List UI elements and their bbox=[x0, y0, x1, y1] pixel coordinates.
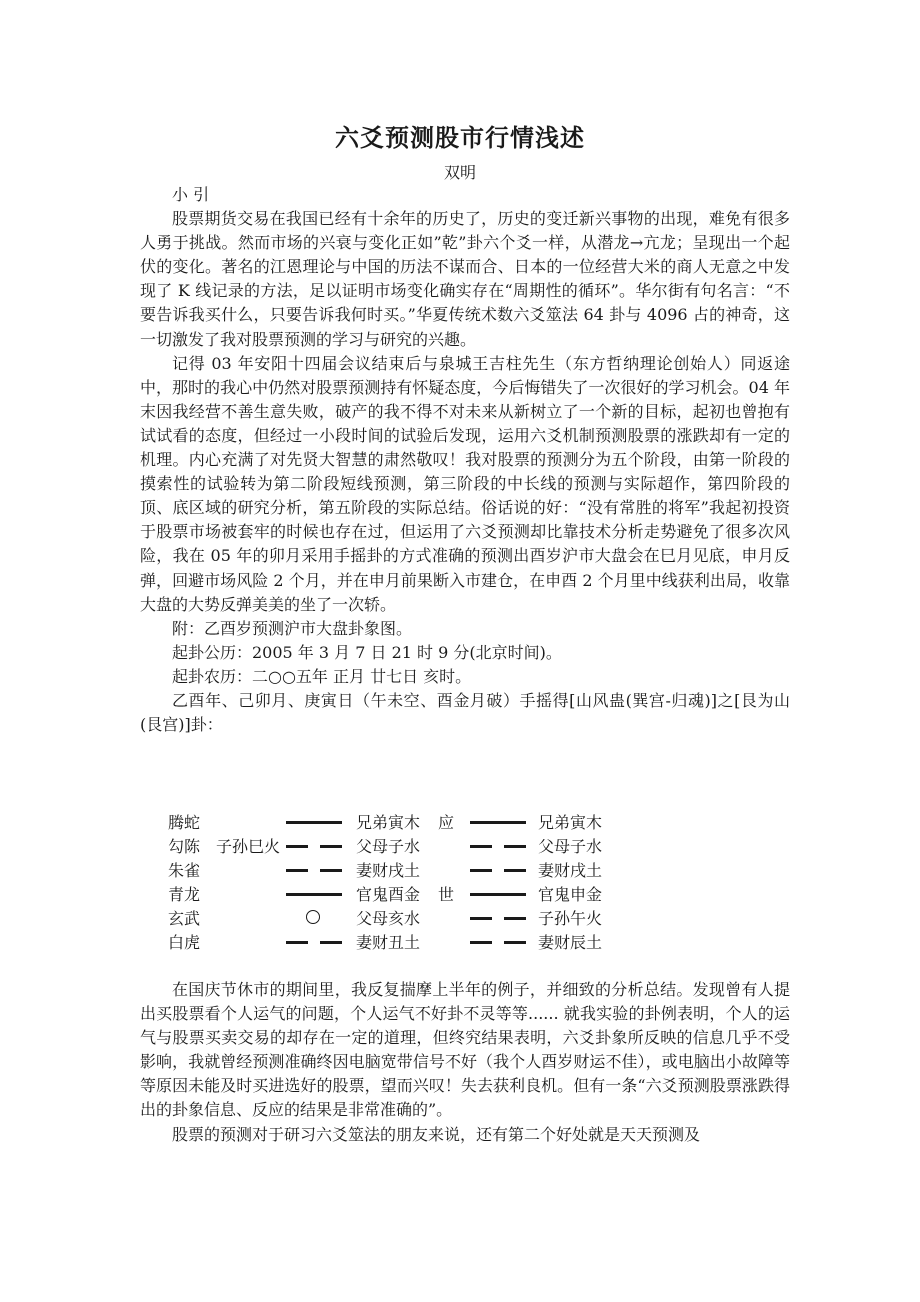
hexagram-row bbox=[168, 906, 788, 930]
six-qin-label: 妻财戌土 bbox=[356, 861, 421, 880]
paragraph: 乙酉年、己卯月、庚寅日（午未空、酉金月破）手摇得[山风蛊(巽宫-归魂)]之[艮为山(艮宫)]卦： bbox=[140, 690, 790, 735]
paragraph: 记得 03 年安阳十四届会议结束后与泉城王吉柱先生（东方哲纳理论创始人）同返途中，那时的我心中仍然对股票预测持有怀疑态度，今后悔错失了一次很好的学习机会。04 年末因我经营不善生意失败，破产的我不得不对未来从新树立了一个新的目标，起初也曾抱有试试看的态度，但经过一小段时间的试验后发现，运用六爻机制预测股票的涨跌却有一定的机理。内心充满了对先贤大智慧的肃然敬叹！我对股票的预测分为五个阶段，由第一阶段的摸索性的试验转为第二阶段短线预测，第三阶段的中长线的预测与实际超作，第四阶段的顶、底区域的研究分析，第五阶段的实际总结。俗话说的好：“没有常胜的将军”我起初投资于股票市场被套牢的时候也存在过，但运用了六爻预测却比靠技术分析走势避免了很多次风险，我在 05 年的卯月采用手摇卦的方式准确的预测出酉岁沪市大盘会在巳月见底，申月反弹，回避市场风险 2 个月，并在申月前果断入市建仓，在申酉 2 个月里中线获利出局，收靠大盘的大势反弹美美的坐了一次轿。 bbox=[140, 353, 790, 614]
hexagram-row bbox=[168, 882, 788, 906]
paragraph: 在国庆节休市的期间里，我反复揣摩上半年的例子，并细致的分析总结。发现曾有人提出买股票看个人运气的问题，个人运气不好卦不灵等等...... 就我实验的卦例表明，个人的运气与股票买卖交易的却存在一定的道理，但终究结果表明，六爻卦象所反映的信息几乎不受影响，我就曾经预测准确终因电脑宽带信号不好（我个人酉岁财运不佳），或电脑出小故障等等原因未能及时买进选好的股票，望而兴叹！失去获利良机。但有一条“六爻预测股票涨跌得出的卦象信息、反应的结果是非常准确的”。 bbox=[140, 980, 790, 1120]
changed-yin-line bbox=[470, 917, 492, 920]
body-text-top bbox=[140, 183, 790, 737]
paragraph: 附：乙酉岁预测沪市大盘卦象图。 bbox=[172, 618, 413, 638]
six-qin-label: 父母亥水 bbox=[356, 909, 421, 928]
changed-yin-line bbox=[504, 917, 526, 920]
hexagram-row bbox=[168, 810, 788, 834]
six-god: 青龙 bbox=[168, 885, 201, 904]
six-qin-label: 兄弟寅木 bbox=[356, 813, 421, 832]
changed-yang-line bbox=[470, 893, 526, 896]
shi-ying-marker: 应 bbox=[438, 813, 455, 832]
changed-yin-line bbox=[504, 941, 526, 944]
original-yin-line bbox=[320, 845, 342, 848]
changed-qin-label: 父母子水 bbox=[538, 837, 603, 856]
paragraph: 股票的预测对于研习六爻筮法的朋友来说，还有第二个好处就是天天预测及 bbox=[172, 1124, 701, 1144]
original-yang-line bbox=[286, 893, 342, 896]
original-yang-line bbox=[286, 821, 342, 824]
six-god: 朱雀 bbox=[168, 861, 201, 880]
changed-qin-label: 官鬼申金 bbox=[538, 885, 603, 904]
changed-yin-line bbox=[504, 845, 526, 848]
changed-qin-label: 妻财戌土 bbox=[538, 861, 603, 880]
hexagram-row bbox=[168, 858, 788, 882]
six-god: 勾陈 bbox=[168, 837, 201, 856]
changed-yin-line bbox=[470, 869, 492, 872]
original-yin-line bbox=[320, 869, 342, 872]
six-qin-label: 父母子水 bbox=[356, 837, 421, 856]
paragraph: 起卦农历：二○○五年 正月 廿七日 亥时。 bbox=[172, 666, 472, 686]
original-yin-line bbox=[286, 869, 308, 872]
six-qin-label: 妻财丑土 bbox=[356, 933, 421, 952]
paragraph: 股票期货交易在我国已经有十余年的历史了，历史的变迁新兴事物的出现，难免有很多人勇于挑战。然而市场的兴衰与变化正如”乾”卦六个爻一样，从潜龙→亢龙；呈现出一个起伏的变化。著名的江恩理论与中国的历法不谋而合、日本的一位经营大米的商人无意之中发现了 K 线记录的方法，足以证明市场变化确实存在“周期性的循环”。华尔街有句名言：“不要告诉我买什么，只要告诉我何时买。”华夏传统术数六爻筮法 64 卦与 4096 占的神奇，这一切激发了我对股票预测的学习与研究的兴趣。 bbox=[140, 209, 790, 349]
document-title: 六爻预测股市行情浅述 bbox=[335, 123, 585, 152]
changed-yin-line bbox=[470, 845, 492, 848]
changed-qin-label: 妻财辰土 bbox=[538, 933, 603, 952]
original-yin-line bbox=[286, 845, 308, 848]
changed-yin-line bbox=[504, 869, 526, 872]
hexagram-row bbox=[168, 834, 788, 858]
changed-yang-line bbox=[470, 821, 526, 824]
paragraph: 起卦公历：2005 年 3 月 7 日 21 时 9 分(北京时间)。 bbox=[172, 642, 562, 662]
six-god: 腾蛇 bbox=[168, 813, 201, 832]
six-qin-label: 官鬼酉金 bbox=[356, 885, 421, 904]
hidden-line-label: 子孙巳火 bbox=[216, 837, 281, 856]
changed-qin-label: 兄弟寅木 bbox=[538, 813, 603, 832]
original-moving-yang-circle bbox=[306, 910, 320, 924]
shi-ying-marker: 世 bbox=[438, 885, 455, 904]
changed-yin-line bbox=[470, 941, 492, 944]
body-text-bottom bbox=[140, 978, 790, 1147]
author-name: 双明 bbox=[443, 163, 476, 182]
hexagram-row bbox=[168, 930, 788, 954]
hexagram-chart bbox=[168, 810, 788, 954]
original-yin-line bbox=[286, 941, 308, 944]
paragraph: 小 引 bbox=[172, 185, 210, 204]
six-god: 白虎 bbox=[168, 933, 201, 952]
six-god: 玄武 bbox=[168, 909, 201, 928]
original-yin-line bbox=[320, 941, 342, 944]
changed-qin-label: 子孙午火 bbox=[538, 909, 603, 928]
